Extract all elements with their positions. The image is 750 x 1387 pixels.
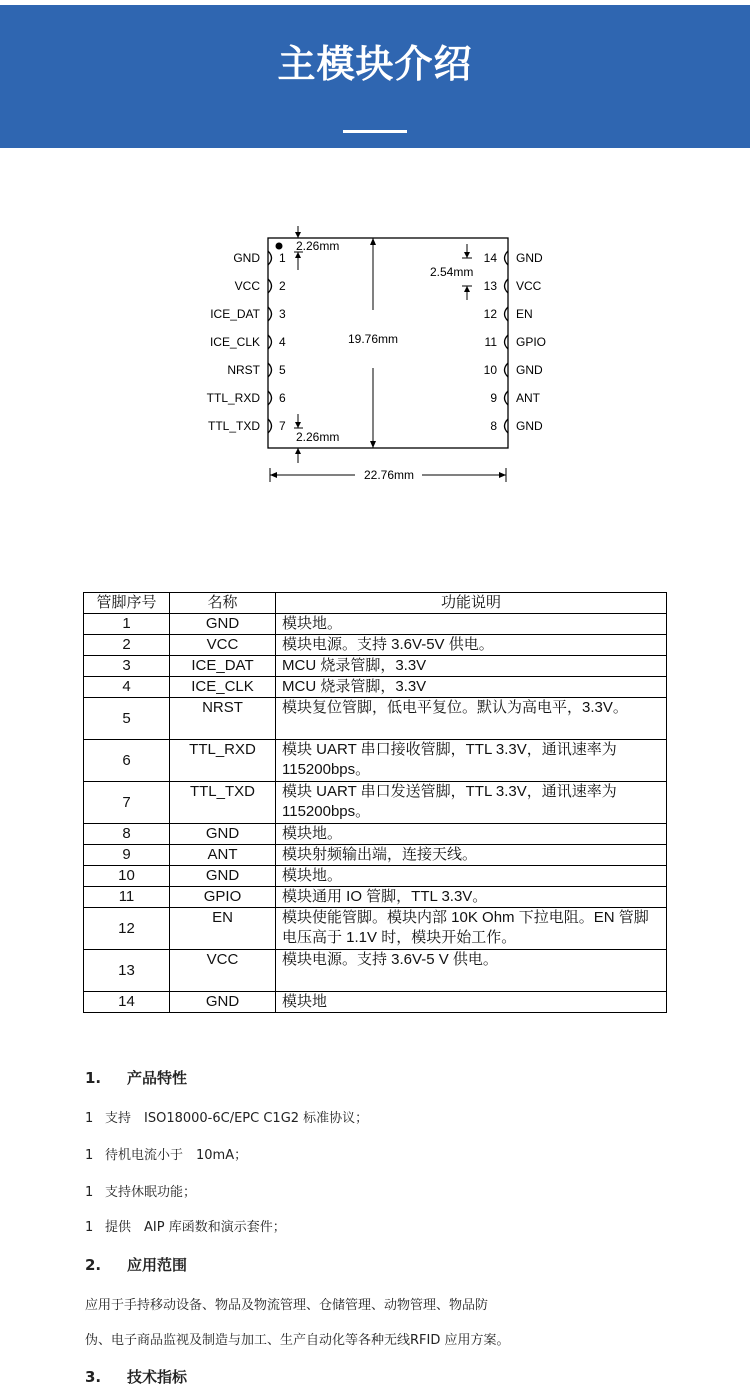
table-row bbox=[84, 656, 667, 677]
pin-name-label: TTL_RXD bbox=[206, 391, 260, 405]
pin-name-label: GND bbox=[516, 251, 543, 265]
right-pin bbox=[490, 391, 540, 405]
pin-function-cell: 模块地。 bbox=[276, 614, 667, 635]
header-pin-function: 功能说明 bbox=[276, 593, 667, 614]
pin-name-cell: GND bbox=[170, 992, 276, 1013]
pin-number-label: 6 bbox=[279, 391, 286, 405]
pin-number-cell: 6 bbox=[84, 740, 170, 782]
section-1-title bbox=[85, 1067, 187, 1088]
pin-name-label: TTL_TXD bbox=[207, 419, 260, 433]
left-pin bbox=[210, 307, 286, 321]
table-header-row bbox=[84, 593, 667, 614]
header-pin-name: 名称 bbox=[170, 593, 276, 614]
pin-function-cell: 模块通用 IO 管脚，TTL 3.3V。 bbox=[276, 887, 667, 908]
pin-name-label: VCC bbox=[516, 279, 542, 293]
table-row bbox=[84, 782, 667, 824]
feature-text: 支持 ISO18000-6C/EPC C1G2 标准协议； bbox=[105, 1111, 369, 1126]
pin-name-label: VCC bbox=[234, 279, 260, 293]
pin-number-label: 4 bbox=[279, 335, 286, 349]
pin-function-cell: 模块射频输出端，连接天线。 bbox=[276, 845, 667, 866]
section-title-text: 产品特性 bbox=[127, 1069, 188, 1087]
table-row bbox=[84, 698, 667, 740]
pin-number-cell: 8 bbox=[84, 824, 170, 845]
pin-name-cell: TTL_TXD bbox=[170, 782, 276, 824]
pin-number-cell: 14 bbox=[84, 992, 170, 1013]
pin-name-label: GPIO bbox=[516, 335, 547, 349]
application-paragraph-line-1: 应用于手持移动设备、物品及物流管理、仓储管理、动物管理、物品防 bbox=[85, 1298, 489, 1313]
pin-number-cell: 4 bbox=[84, 677, 170, 698]
pin-number-cell: 3 bbox=[84, 656, 170, 677]
pin-function-cell: MCU 烧录管脚，3.3V bbox=[276, 656, 667, 677]
table-row bbox=[84, 677, 667, 698]
pin-number-label: 3 bbox=[279, 307, 286, 321]
module-pinout-diagram bbox=[190, 218, 547, 493]
pin-number-label: 9 bbox=[490, 391, 497, 405]
top-margin-dimension bbox=[294, 226, 339, 270]
top-margin-label: 2.26mm bbox=[296, 239, 340, 253]
table-row bbox=[84, 824, 667, 845]
page-title: 主模块介绍 bbox=[277, 42, 473, 86]
table-row bbox=[84, 866, 667, 887]
pin-number-label: 2 bbox=[279, 279, 286, 293]
section-number: 2. bbox=[85, 1256, 102, 1274]
left-pin-column bbox=[207, 251, 286, 433]
section-title-text: 技术指标 bbox=[127, 1368, 188, 1386]
left-pin bbox=[235, 279, 286, 293]
pin-name-cell: EN bbox=[170, 908, 276, 950]
pin-number-label: 5 bbox=[279, 363, 286, 377]
pin-name-cell: ICE_DAT bbox=[170, 656, 276, 677]
table-row bbox=[84, 887, 667, 908]
pin-function-cell: 模块电源。支持 3.6V-5V 供电。 bbox=[276, 635, 667, 656]
table-row bbox=[84, 740, 667, 782]
table-row bbox=[84, 950, 667, 992]
bottom-margin-label: 2.26mm bbox=[296, 430, 340, 444]
bullet-marker: 1 bbox=[85, 1185, 94, 1200]
table-row bbox=[84, 635, 667, 656]
pin-name-cell: GND bbox=[170, 866, 276, 887]
left-pin bbox=[227, 363, 286, 377]
pin-function-cell: 模块 UART 串口发送管脚，TTL 3.3V，通讯速率为 115200bps。 bbox=[276, 782, 667, 824]
pin-number-cell: 7 bbox=[84, 782, 170, 824]
pin-name-cell: GND bbox=[170, 614, 276, 635]
pin-number-cell: 2 bbox=[84, 635, 170, 656]
right-pin bbox=[490, 419, 543, 433]
pin-name-cell: VCC bbox=[170, 950, 276, 992]
pin-name-label: ANT bbox=[516, 391, 540, 405]
pin-function-table bbox=[83, 592, 667, 1013]
pin-name-cell: GPIO bbox=[170, 887, 276, 908]
bottom-margin-dimension bbox=[294, 414, 339, 463]
pin-function-cell: 模块地。 bbox=[276, 824, 667, 845]
feature-item bbox=[85, 1107, 368, 1126]
pin-name-label: GND bbox=[516, 419, 543, 433]
width-dimension bbox=[270, 468, 506, 482]
pin-name-label: NRST bbox=[227, 363, 260, 377]
feature-text: 提供 AIP 库函数和演示套件； bbox=[105, 1220, 286, 1235]
pin-number-label: 10 bbox=[483, 363, 497, 377]
table-row bbox=[84, 845, 667, 866]
pitch-label: 2.54mm bbox=[430, 265, 474, 279]
pin-name-cell: NRST bbox=[170, 698, 276, 740]
title-underline bbox=[343, 130, 407, 133]
left-pin bbox=[207, 391, 286, 405]
pin-function-cell: 模块复位管脚，低电平复位。默认为高电平，3.3V。 bbox=[276, 698, 667, 740]
height-dimension bbox=[348, 238, 398, 448]
application-paragraph-line-2: 伪、电子商品监视及制造与加工、生产自动化等各种无线RFID 应用方案。 bbox=[85, 1333, 510, 1348]
pin-name-label: EN bbox=[516, 307, 533, 321]
pin-name-label: ICE_CLK bbox=[209, 335, 260, 349]
pin1-marker bbox=[276, 243, 283, 250]
pitch-dimension bbox=[430, 244, 473, 300]
feature-item bbox=[85, 1216, 286, 1235]
pin-function-cell: MCU 烧录管脚，3.3V bbox=[276, 677, 667, 698]
pin-function-cell: 模块地。 bbox=[276, 866, 667, 887]
pin-number-cell: 13 bbox=[84, 950, 170, 992]
section-number: 1. bbox=[85, 1069, 102, 1087]
feature-text: 待机电流小于 10mA； bbox=[105, 1148, 248, 1163]
pin-number-label: 14 bbox=[483, 251, 497, 265]
bullet-marker: 1 bbox=[85, 1111, 94, 1126]
pin-number-label: 7 bbox=[279, 419, 286, 433]
pin-name-label: ICE_DAT bbox=[210, 307, 260, 321]
pin-number-cell: 9 bbox=[84, 845, 170, 866]
pin-function-cell: 模块地 bbox=[276, 992, 667, 1013]
pin-name-cell: TTL_RXD bbox=[170, 740, 276, 782]
left-pin bbox=[208, 419, 286, 433]
pin-number-label: 13 bbox=[483, 279, 497, 293]
pin-number-cell: 1 bbox=[84, 614, 170, 635]
height-label: 19.76mm bbox=[348, 332, 399, 346]
width-label: 22.76mm bbox=[364, 468, 415, 482]
pin-number-label: 1 bbox=[279, 251, 286, 265]
left-pin bbox=[210, 335, 286, 349]
pin-number-cell: 11 bbox=[84, 887, 170, 908]
bullet-marker: 1 bbox=[85, 1220, 94, 1235]
pin-name-label: GND bbox=[233, 251, 260, 265]
section-number: 3. bbox=[85, 1368, 102, 1386]
table-row bbox=[84, 614, 667, 635]
pin-name-label: GND bbox=[516, 363, 543, 377]
pin-number-cell: 5 bbox=[84, 698, 170, 740]
pin-name-cell: GND bbox=[170, 824, 276, 845]
left-pin bbox=[233, 251, 286, 265]
page-header bbox=[0, 5, 750, 148]
table-row bbox=[84, 992, 667, 1013]
section-2-title bbox=[85, 1254, 187, 1275]
pin-number-label: 8 bbox=[490, 419, 497, 433]
pin-number-label: 12 bbox=[483, 307, 497, 321]
feature-item bbox=[85, 1181, 196, 1200]
bullet-marker: 1 bbox=[85, 1148, 94, 1163]
right-pin bbox=[484, 251, 543, 265]
header-pin-number: 管脚序号 bbox=[84, 593, 170, 614]
section-title-text: 应用范围 bbox=[127, 1256, 188, 1274]
feature-text: 支持休眠功能； bbox=[105, 1185, 197, 1200]
pin-number-label: 11 bbox=[484, 335, 497, 349]
section-3-title bbox=[85, 1366, 187, 1387]
pin-function-cell: 模块电源。支持 3.6V-5 V 供电。 bbox=[276, 950, 667, 992]
pin-name-cell: ANT bbox=[170, 845, 276, 866]
pin-name-cell: VCC bbox=[170, 635, 276, 656]
right-pin-column bbox=[484, 251, 546, 433]
pin-number-cell: 10 bbox=[84, 866, 170, 887]
right-pin bbox=[484, 279, 542, 293]
table-row bbox=[84, 908, 667, 950]
right-pin bbox=[485, 335, 546, 349]
pin-number-cell: 12 bbox=[84, 908, 170, 950]
pin-function-cell: 模块 UART 串口接收管脚，TTL 3.3V，通讯速率为 115200bps。 bbox=[276, 740, 667, 782]
pin-name-cell: ICE_CLK bbox=[170, 677, 276, 698]
right-pin bbox=[484, 363, 543, 377]
feature-item bbox=[85, 1144, 247, 1163]
pin-function-cell: 模块使能管脚。模块内部 10K Ohm 下拉电阻。EN 管脚电压高于 1.1V 时，模块开始工作。 bbox=[276, 908, 667, 950]
